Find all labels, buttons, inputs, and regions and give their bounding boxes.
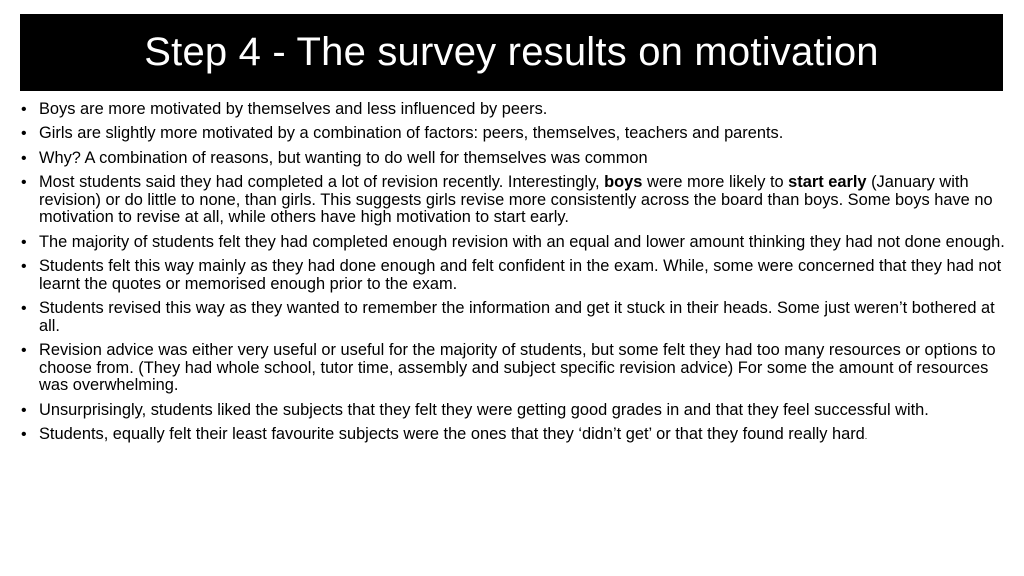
bullet-text-part: Students, equally felt their least favourite subjects were the ones that they ‘didn’t get’ or that they found really hard — [39, 425, 865, 444]
trailing-period: . — [864, 431, 868, 442]
bullet-text-part: Most students said they had completed a lot of revision recently. Interestingly, — [39, 173, 605, 192]
bullet-icon: • — [21, 258, 27, 276]
bullet-icon: • — [21, 342, 27, 360]
bullet-text: Unsurprisingly, students liked the subjects that they felt they were getting good grades in and that they feel successful with. — [39, 400, 929, 419]
bold-text-start-early: start early — [788, 173, 867, 192]
bullet-icon: • — [21, 300, 27, 318]
bullet-list — [20, 101, 1005, 446]
bullet-icon: • — [21, 125, 27, 143]
bullet-icon: • — [21, 174, 27, 192]
bullet-text: The majority of students felt they had completed enough revision with an equal and lower amount thinking they had not done enough. — [39, 232, 1005, 251]
bullet-icon: • — [21, 401, 27, 419]
bold-text-boys: boys — [604, 173, 643, 192]
bullet-text: Students revised this way as they wanted to remember the information and get it stuck in their heads. Some just weren’t bothered at all. — [39, 299, 995, 335]
bullet-icon: • — [21, 426, 27, 444]
bullet-text-part: (January with revision) or do little to none, than girls. This suggests girls revise more consistently across the board than boys. Some boys have no motivation to revise at all, while others have high motivation to start early. — [39, 173, 993, 227]
bullet-item-4 — [20, 174, 1005, 227]
bullet-item-9 — [20, 402, 1005, 420]
bullet-text: Girls are slightly more motivated by a combination of factors: peers, themselves, teachers and parents. — [39, 124, 784, 143]
bullet-text-part: were more likely to — [642, 173, 789, 192]
bullet-item-5 — [20, 234, 1005, 252]
bullet-item-1 — [20, 101, 1005, 119]
bullet-item-7 — [20, 300, 1005, 335]
bullet-icon: • — [21, 101, 27, 118]
slide-title: Step 4 - The survey results on motivation — [144, 30, 879, 74]
bullet-text — [39, 425, 867, 443]
bullet-icon: • — [21, 233, 27, 251]
bullet-item-8 — [20, 342, 1005, 395]
bullet-item-2 — [20, 125, 1005, 143]
bullet-text: Students felt this way mainly as they had done enough and felt confident in the exam. While, some were concerned that they had not learnt the quotes or memorised enough prior to the exam. — [39, 257, 1002, 293]
bullet-icon: • — [21, 149, 27, 167]
bullet-text — [39, 173, 993, 226]
bullet-item-3 — [20, 150, 1005, 168]
bullet-item-10 — [20, 426, 1005, 446]
bullet-text: Why? A combination of reasons, but wanting to do well for themselves was common — [39, 148, 648, 167]
bullet-item-6 — [20, 258, 1005, 293]
bullet-text: Revision advice was either very useful or useful for the majority of students, but some felt they had too many resources or options to choose from. (They had whole school, tutor time, assembly and subject specific revision advice) For some the amount of resources was overwhelming. — [39, 341, 996, 395]
title-bar — [20, 14, 1003, 91]
bullet-text: Boys are more motivated by themselves and less influenced by peers. — [39, 100, 548, 118]
